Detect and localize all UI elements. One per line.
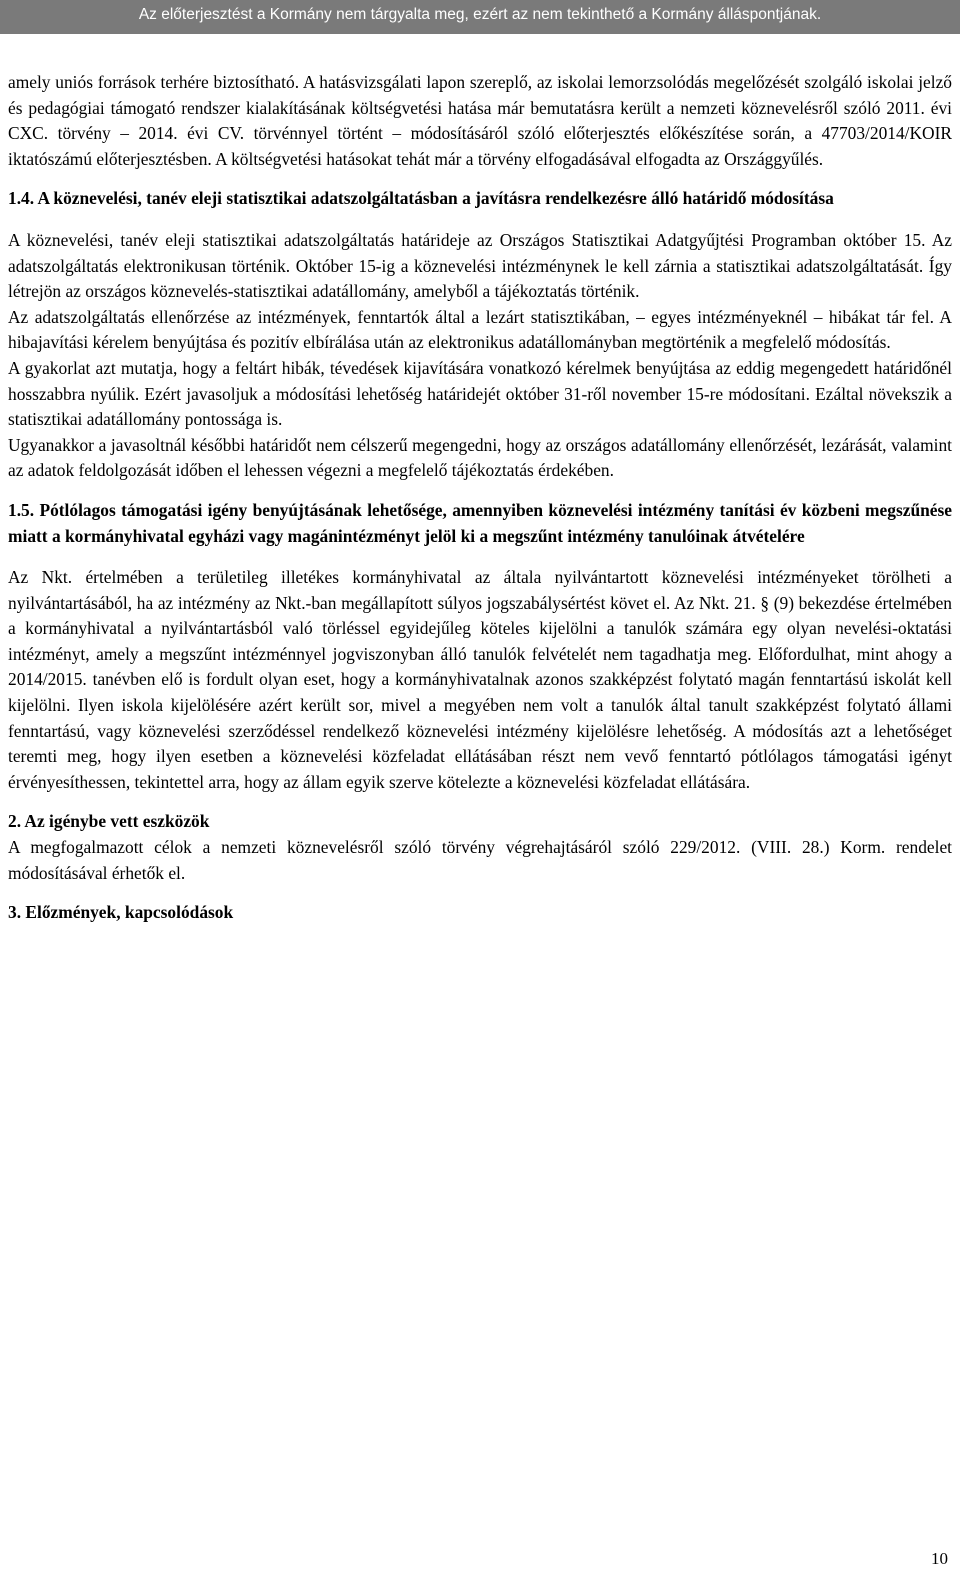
section-1-4-heading: 1.4. A köznevelési, tanév eleji statisztikai adatszolgáltatásban a javításra rendelkezésre álló határidő módosítása bbox=[8, 188, 834, 209]
section-1-4-paragraph: Az adatszolgáltatás ellenőrzése az intézmények, fenntartók által a lezárt statisztikában, – egyes intézményeknél – hibákat tár fel. A hibajavítási kérelem benyújtása és pozitív elbírálása után az elektronikus adatállományban megtörténik a megfelelő módosítás. bbox=[8, 306, 952, 353]
section-1-4-paragraph: A gyakorlat azt mutatja, hogy a feltárt hibák, tévedések kijavítására vonatkozó kérelmek benyújtása az eddig megengedett határidőnél hosszabbra nyúlik. Ezért javasoljuk a módosítási lehetőség határidejét október 31-ről november 15-re módosítani. Ezáltal növekszik a statisztikai adatállomány pontossága is. bbox=[8, 357, 952, 430]
document-header-disclaimer: Az előterjesztést a Kormány nem tárgyalta meg, ezért az nem tekinthető a Kormány álláspontjának. bbox=[0, 0, 960, 34]
intro-paragraph: amely uniós források terhére biztosítható. A hatásvizsgálati lapon szereplő, az iskolai lemorzsolódás megelőzését szolgáló iskolai jelző és pedagógiai támogató rendszer kialakításának költségvetési hatása már bemutatásra került a nemzeti köznevelésről szóló 2011. évi CXC. törvény – 2014. évi CV. törvénnyel történt – módosításáról szóló előterjesztés előkészítése során, a 47703/2014/KOIR iktatószámú előterjesztésben. A költségvetési hatásokat tehát már a törvény elfogadásával elfogadta az Országgyűlés. bbox=[8, 72, 952, 169]
section-1-5-heading: 1.5. Pótlólagos támogatási igény benyújtásának lehetősége, amennyiben köznevelési intézmény tanítási év közbeni megszűnése miatt a kormányhivatal egyházi vagy magánintézményt jelöl ki a megszűnt intézmény tanulóinak átvételére bbox=[8, 499, 952, 546]
section-1-4-paragraph: A köznevelési, tanév eleji statisztikai adatszolgáltatás határideje az Országos Statisztikai Adatgyűjtési Programban október 15. Az adatszolgáltatás elektronikusan történik. Október 15-ig a köznevelési intézménynek le kell zárnia a statisztikai adatszolgáltatását. Így létrejön az országos köznevelés-statisztikai adatállomány, amelyből a tájékoztatás történik. bbox=[8, 229, 952, 302]
section-3-heading: 3. Előzmények, kapcsolódások bbox=[8, 902, 234, 923]
page-number: 10 bbox=[931, 1549, 948, 1568]
section-2-heading: 2. Az igénybe vett eszközök bbox=[8, 811, 210, 832]
section-1-5-paragraph: Az Nkt. értelmében a területileg illetékes kormányhivatal az általa nyilvántartott köznevelési intézményeket törölheti a nyilvántartásából, ha az intézmény az Nkt.-ban megállapított súlyos jogszabálysértést követ el. Az Nkt. 21. § (9) bekezdése értelmében a kormányhivatal a nyilvántartásból való törléssel egyidejűleg köteles kijelölni a tanulók számára egy olyan nevelési-oktatási intézményt, amely a megszűnt intézménnyel jogviszonyban álló tanulók felvételét nem tagadhatja meg. Előfordulhat, mint ahogy a 2014/2015. tanévben elő is fordult olyan eset, hogy a kormányhivatalnak azonos szakképzést folytató magán fenntartású iskolát kell kijelölni. Ilyen iskola kijelölésére azért került sor, mivel a megyében nem volt a tanulók által tanult szakképzést folytató állami fenntartású, vagy köznevelési szerződéssel rendelkező köznevelési intézmény kijelölésre lehetőség. A módosítás azt a lehetőséget teremti meg, hogy ilyen esetben a köznevelési közfeladat ellátásában részt nem vevő fenntartó pótlólagos támogatási igényt érvényesíthessen, tekintettel arra, hogy az állam egyik szerve kötelezte a köznevelési közfeladat ellátására. bbox=[8, 567, 952, 792]
section-2-paragraph: A megfogalmazott célok a nemzeti köznevelésről szóló törvény végrehajtásáról szóló 229/2012. (VIII. 28.) Korm. rendelet módosításával érhetők el. bbox=[8, 837, 952, 883]
document-body bbox=[8, 70, 952, 926]
section-1-4-paragraph: Ugyanakkor a javasoltnál későbbi határidőt nem célszerű megengedni, hogy az országos adatállomány ellenőrzését, lezárását, valamint az adatok feldolgozását időben el lehessen végezni a megfelelő tájékoztatás érdekében. bbox=[8, 434, 952, 481]
